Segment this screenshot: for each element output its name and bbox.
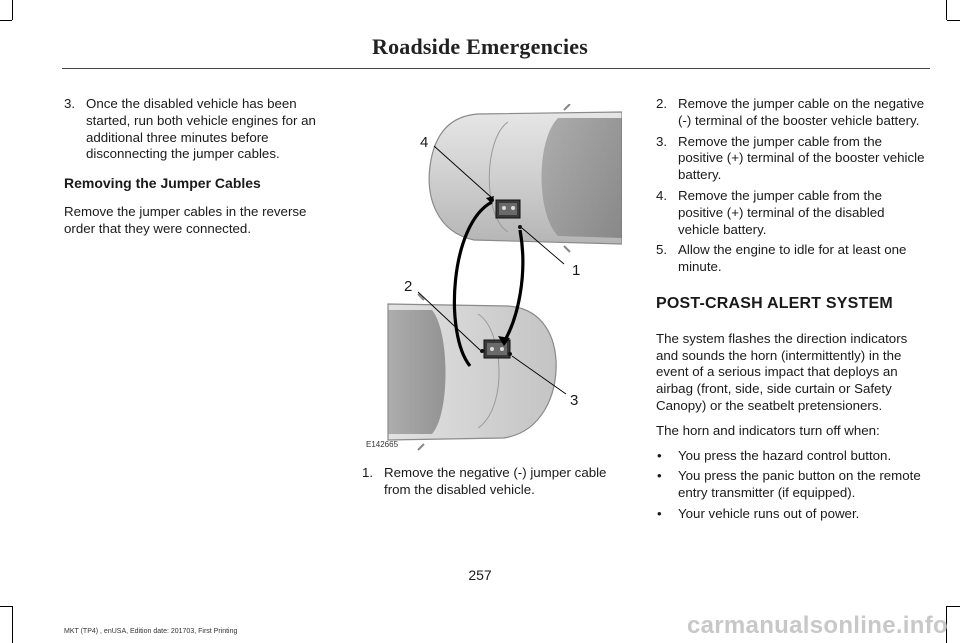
jumper-cable-illustration <box>358 104 622 456</box>
step-text: Once the disabled vehicle has been started, run both vehicle engines for an additional three minutes before disconnecting the jumper cables. <box>86 96 316 162</box>
paragraph-turn-off-when: The horn and indicators turn off when: <box>656 422 880 438</box>
step-5 <box>656 242 928 276</box>
crop-mark <box>12 0 13 20</box>
bullet-item <box>656 448 928 465</box>
crop-mark <box>947 20 960 21</box>
step-number: 3. <box>656 133 668 149</box>
right-column <box>656 96 928 527</box>
step-1-remove-negative <box>362 465 630 499</box>
step-number: 5. <box>656 242 668 258</box>
step-text: Remove the jumper cable from the positive (+) terminal of the disabled vehicle battery. <box>678 187 885 237</box>
bullet-item <box>656 468 928 502</box>
bullet-text: Your vehicle runs out of power. <box>678 505 860 521</box>
step-text: Allow the engine to idle for at least one minute. <box>678 242 907 275</box>
step-text: Remove the jumper cable on the negative (-) terminal of the booster vehicle battery. <box>678 96 925 128</box>
bullet-text: You press the panic button on the remote entry transmitter (if equipped). <box>678 468 921 501</box>
callout-2: 2 <box>404 278 413 295</box>
crop-mark <box>0 606 12 607</box>
disabled-vehicle <box>429 104 622 252</box>
callout-1: 1 <box>572 262 581 279</box>
middle-column <box>362 465 630 503</box>
edition-footer: MKT (TP4) , enUSA, Edition date: 201703, First Printing <box>64 628 238 635</box>
step-number: 4. <box>656 187 668 203</box>
bullet-text: You press the hazard control button. <box>678 447 892 463</box>
bullet-item <box>656 506 928 523</box>
watermark-logo: carmanualsonline.info <box>686 612 948 639</box>
figure-code: E142665 <box>366 440 399 449</box>
bullet-glyph: • <box>657 447 662 463</box>
step-3-disabled-vehicle <box>64 96 336 163</box>
step-2 <box>656 96 928 130</box>
step-number: 1. <box>362 465 374 480</box>
header-divider <box>62 68 930 69</box>
callout-3: 3 <box>570 392 579 409</box>
crop-mark <box>946 0 947 20</box>
paragraph-system-description: The system flashes the direction indicators and sounds the horn (intermittently) in the event of a serious impact that deploys an airbag (front, side, side curtain or Safety Canopy) or the seatbelt pretensioners. <box>656 330 908 413</box>
step-3 <box>656 134 928 184</box>
subheading-removing-cables: Removing the Jumper Cables <box>64 175 261 192</box>
two-vehicles-diagram <box>358 104 622 456</box>
paragraph-reverse-order: Remove the jumper cables in the reverse order that they were connected. <box>64 203 307 236</box>
bullet-glyph: • <box>657 468 662 484</box>
crop-mark <box>12 606 13 643</box>
step-4 <box>656 188 928 238</box>
crop-mark <box>947 606 960 607</box>
step-number: 3. <box>64 96 76 111</box>
page-title: Roadside Emergencies <box>371 34 589 59</box>
step-text: Remove the negative (-) jumper cable from the disabled vehicle. <box>384 465 607 497</box>
left-column <box>64 96 336 246</box>
section-heading-post-crash: POST-CRASH ALERT SYSTEM <box>656 294 893 312</box>
step-text: Remove the jumper cable from the positive (+) terminal of the booster vehicle battery. <box>678 133 925 183</box>
callout-4: 4 <box>420 134 429 151</box>
page-number: 257 <box>468 567 492 583</box>
booster-vehicle <box>388 294 556 450</box>
bullet-glyph: • <box>657 505 662 521</box>
crop-mark <box>0 20 12 21</box>
step-number: 2. <box>656 96 668 111</box>
